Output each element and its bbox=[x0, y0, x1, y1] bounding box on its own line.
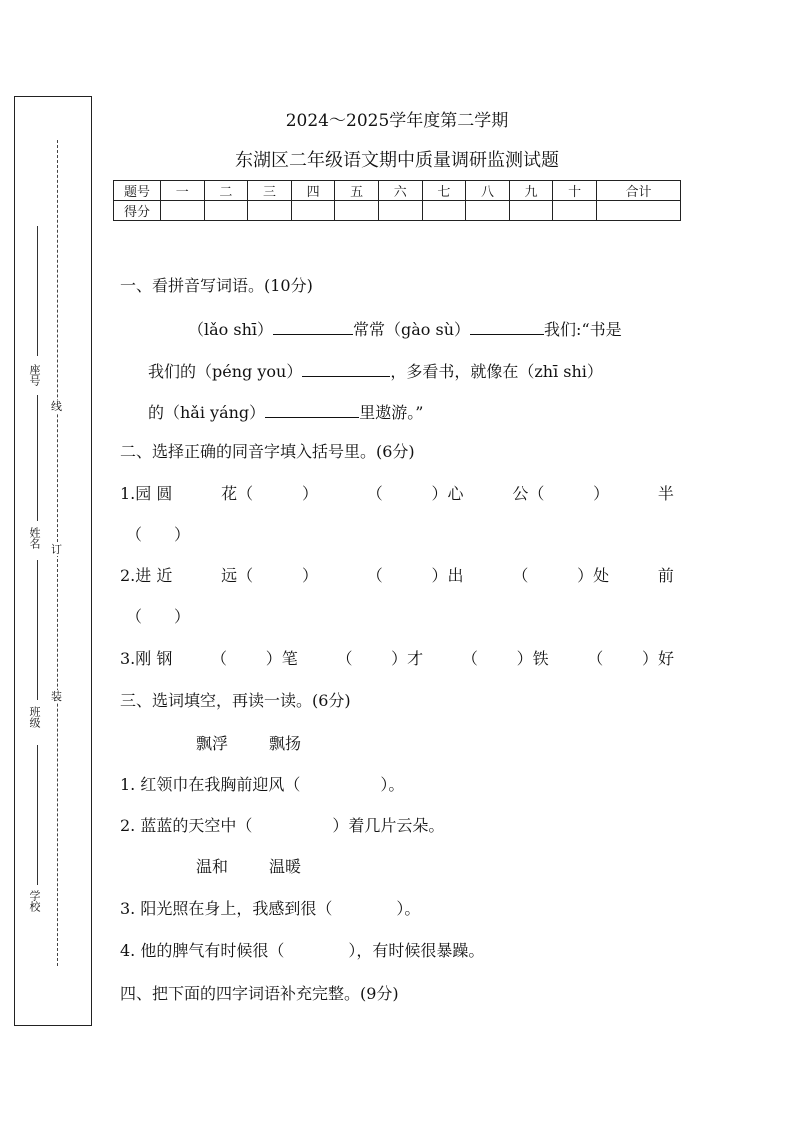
word-choice-3: 温和 bbox=[196, 857, 229, 876]
question-text: （ bbox=[366, 566, 383, 585]
school-label: 学校 bbox=[28, 890, 41, 912]
table-cell: 八 bbox=[466, 181, 510, 201]
pinyin-zhishi: ，多看书，就像在（zhī shi） bbox=[390, 362, 603, 381]
section1-line2 bbox=[148, 360, 603, 382]
score-cell[interactable] bbox=[335, 201, 379, 221]
score-cell[interactable] bbox=[204, 201, 248, 221]
question-text: ）笔 bbox=[265, 649, 298, 668]
section3-q4: 4. 他的脾气有时候很（ ），有时候很暴躁。 bbox=[120, 941, 485, 960]
score-row-label: 得分 bbox=[114, 201, 161, 221]
exam-title-term: 2024～2025学年度第二学期 bbox=[285, 111, 509, 131]
section2-heading: 二、选择正确的同音字填入括号里。(6分) bbox=[120, 442, 415, 461]
question-text: （ bbox=[512, 566, 529, 585]
word-choice-4: 温暖 bbox=[269, 857, 302, 876]
question-text: 花（ bbox=[221, 484, 254, 503]
name-label: 姓名 bbox=[28, 527, 41, 549]
question-text: 前 bbox=[657, 566, 674, 585]
section2-q3 bbox=[120, 649, 674, 669]
pinyin-gaosu: 常常（gào sù） bbox=[353, 320, 471, 339]
class-label: 班级 bbox=[28, 706, 41, 728]
pinyin-laoshi: （lǎo shī） bbox=[188, 320, 274, 339]
question-text: ）才 bbox=[391, 649, 424, 668]
binding-margin bbox=[14, 96, 92, 1026]
seal-char-fold: 装 bbox=[51, 690, 62, 703]
seat-field[interactable] bbox=[37, 226, 38, 356]
seal-char-line: 线 bbox=[51, 400, 62, 413]
score-cell[interactable] bbox=[378, 201, 422, 221]
question-text: ） bbox=[593, 484, 610, 503]
question-text: ）铁 bbox=[516, 649, 549, 668]
section1-heading: 一、看拼音写词语。(10分) bbox=[120, 276, 313, 295]
question-text: 公（ bbox=[512, 484, 545, 503]
section4-heading: 四、把下面的四字词语补充完整。(9分) bbox=[120, 984, 399, 1003]
table-cell: 题号 bbox=[114, 181, 161, 201]
score-cell[interactable] bbox=[509, 201, 553, 221]
table-cell: 一 bbox=[161, 181, 205, 201]
section2-q1-wrap: （ ） bbox=[126, 525, 191, 544]
seat-label: 座号 bbox=[28, 364, 41, 386]
question-text: ）心 bbox=[431, 484, 464, 503]
text-fragment: 我们:“书是 bbox=[544, 320, 622, 339]
question-text: ）出 bbox=[431, 566, 464, 585]
seal-char-bind: 订 bbox=[51, 543, 62, 556]
section3-q1: 1. 红领巾在我胸前迎风（ ）。 bbox=[120, 775, 405, 794]
question-text: （ bbox=[587, 649, 604, 668]
score-cell[interactable] bbox=[553, 201, 597, 221]
question-text: 远（ bbox=[221, 566, 254, 585]
question-text: 半 bbox=[657, 484, 674, 503]
table-cell: 七 bbox=[422, 181, 466, 201]
table-cell: 四 bbox=[291, 181, 335, 201]
score-table bbox=[113, 180, 681, 221]
section2-q2 bbox=[120, 566, 674, 586]
question-text: ）好 bbox=[641, 649, 674, 668]
table-cell: 五 bbox=[335, 181, 379, 201]
table-cell: 九 bbox=[509, 181, 553, 201]
section2-q2-wrap: （ ） bbox=[126, 607, 191, 626]
table-cell: 三 bbox=[248, 181, 292, 201]
section1-line3 bbox=[148, 401, 423, 423]
table-cell: 六 bbox=[378, 181, 422, 201]
name-field[interactable] bbox=[37, 395, 38, 521]
section1-line1 bbox=[188, 318, 622, 340]
table-cell: 二 bbox=[204, 181, 248, 201]
question-text: （ bbox=[336, 649, 353, 668]
question-text: 2.进 近 bbox=[120, 566, 173, 585]
score-table-score-row bbox=[114, 201, 681, 221]
answer-blank[interactable] bbox=[470, 318, 544, 335]
school-field[interactable] bbox=[37, 745, 38, 885]
answer-blank[interactable] bbox=[273, 318, 353, 335]
score-cell[interactable] bbox=[291, 201, 335, 221]
question-text: ） bbox=[301, 484, 318, 503]
pinyin-pengyou: 我们的（péng you） bbox=[148, 362, 303, 381]
pinyin-haiyang: 的（hǎi yáng） bbox=[148, 403, 266, 422]
table-cell: 十 bbox=[553, 181, 597, 201]
section3-q3: 3. 阳光照在身上，我感到很（ ）。 bbox=[120, 899, 421, 918]
score-cell[interactable] bbox=[422, 201, 466, 221]
question-text: ） bbox=[301, 566, 318, 585]
word-choice-2: 飘扬 bbox=[269, 734, 302, 753]
score-cell[interactable] bbox=[248, 201, 292, 221]
answer-blank[interactable] bbox=[265, 401, 359, 418]
section3-q2: 2. 蓝蓝的天空中（ ）着几片云朵。 bbox=[120, 816, 445, 835]
score-cell[interactable] bbox=[161, 201, 205, 221]
section3-heading: 三、选词填空，再读一读。(6分) bbox=[120, 691, 351, 710]
exam-title-main: 东湖区二年级语文期中质量调研监测试题 bbox=[235, 150, 559, 171]
score-table-header-row bbox=[114, 181, 681, 201]
class-field[interactable] bbox=[37, 560, 38, 700]
question-text: ）处 bbox=[577, 566, 610, 585]
answer-blank[interactable] bbox=[302, 360, 390, 377]
question-text: （ bbox=[366, 484, 383, 503]
question-text: （ bbox=[211, 649, 228, 668]
score-cell[interactable] bbox=[466, 201, 510, 221]
question-text: 3.刚 钢 bbox=[120, 649, 173, 668]
section2-q1 bbox=[120, 484, 674, 504]
question-text: （ bbox=[461, 649, 478, 668]
question-text: 1.园 圆 bbox=[120, 484, 173, 503]
table-cell: 合计 bbox=[596, 181, 680, 201]
word-choice-1: 飘浮 bbox=[196, 734, 229, 753]
score-cell[interactable] bbox=[596, 201, 680, 221]
text-fragment: 里遨游。” bbox=[359, 403, 424, 422]
